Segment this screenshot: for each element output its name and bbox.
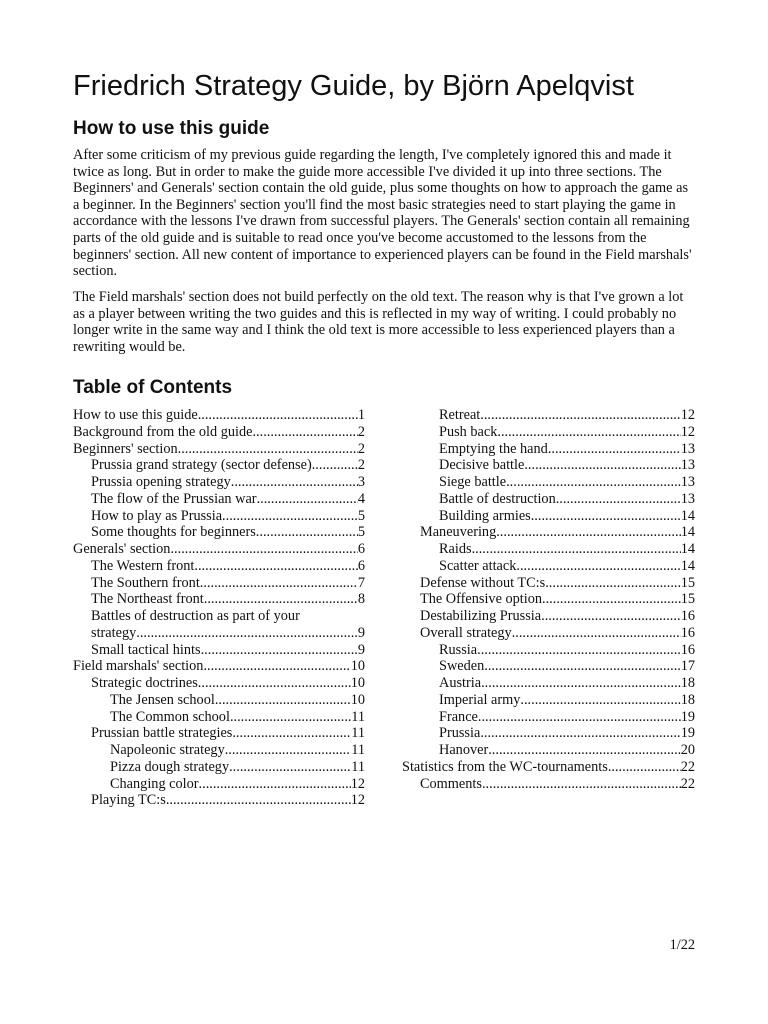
- toc-entry-page: 13: [680, 474, 695, 490]
- toc-entry-title: How to play as Prussia: [91, 507, 223, 524]
- toc-entry-page: 9: [357, 624, 365, 641]
- toc-dot-leader: [496, 524, 680, 541]
- toc-entry[interactable]: [402, 658, 695, 675]
- toc-entry[interactable]: [73, 692, 365, 709]
- toc-entry-page: 15: [680, 574, 695, 591]
- toc-entry-page: 6: [357, 557, 365, 574]
- toc-entry-page: 18: [680, 691, 695, 708]
- toc-dot-leader: [488, 742, 680, 759]
- toc-entry-title: France: [439, 708, 478, 725]
- toc-dot-leader: [524, 457, 680, 474]
- toc-entry-title: Prussian battle strategies: [91, 725, 233, 742]
- toc-entry-title: Push back: [439, 423, 498, 440]
- toc-entry-title: The Jensen school: [110, 691, 215, 708]
- toc-entry-title: Imperial army: [439, 691, 521, 708]
- toc-left-column: [73, 407, 365, 809]
- toc-entry-title: Building armies: [439, 507, 531, 524]
- toc-entry-title: Playing TC:s: [91, 792, 166, 809]
- toc-dot-leader: [608, 759, 681, 776]
- toc-entry[interactable]: [73, 491, 365, 508]
- toc-entry[interactable]: [402, 742, 695, 759]
- toc-dot-leader: [481, 675, 681, 692]
- toc-entry-title: Decisive battle: [439, 457, 525, 474]
- toc-dot-leader: [480, 407, 680, 424]
- toc-entry-page: 11: [351, 725, 365, 742]
- toc-entry-title: Battles of destruction as part of your: [91, 608, 300, 624]
- toc-entry-page: 3: [357, 474, 365, 490]
- toc-entry-page: 14: [680, 541, 695, 557]
- toc-entry-page: 13: [680, 490, 695, 507]
- toc-entry-page: 2: [357, 457, 365, 474]
- toc-entry-page: 5: [357, 524, 365, 541]
- toc-entry-title: Sweden: [439, 658, 485, 675]
- toc-entry-title: Siege battle: [439, 474, 507, 490]
- toc-dot-leader: [541, 608, 681, 625]
- toc-dot-leader: [199, 776, 351, 793]
- toc-dot-leader: [200, 575, 358, 592]
- toc-entry[interactable]: [402, 675, 695, 692]
- toc-entry[interactable]: [73, 424, 365, 441]
- toc-entry-title: Battle of destruction: [439, 490, 556, 507]
- toc-right-column: [402, 407, 695, 792]
- toc-dot-leader: [194, 558, 357, 575]
- toc-dot-leader: [556, 491, 681, 508]
- toc-dot-leader: [232, 725, 351, 742]
- toc-entry[interactable]: [402, 441, 695, 458]
- toc-entry[interactable]: [402, 625, 695, 642]
- toc-dot-leader: [222, 508, 358, 525]
- toc-dot-leader: [198, 407, 358, 424]
- toc-entry[interactable]: [73, 776, 365, 793]
- toc-entry[interactable]: [402, 508, 695, 525]
- toc-dot-leader: [506, 474, 681, 491]
- toc-entry-title: Background from the old guide: [73, 423, 253, 440]
- toc-entry-page: 19: [680, 725, 695, 742]
- intro-paragraph-1: After some criticism of my previous guide regarding the length, I've completely ignored this and made it twice as long. But in order to make the guide more accessible I've divided it up into three sections. The Beginners' and Generals' section contain the old guide, plus some thoughts on how to approach the game as a beginner. In the Beginners' section you'll find the most basic strategies need to start playing the game in accordance with the lessons I've drawn from successful players. The Generals' section contain all remaining parts of the old guide and is suitable to read once you've become accustomed to the lessons from the beginners' section. All new content of importance to experienced players can be found in the Field marshals' section.: [73, 147, 692, 280]
- toc-entry[interactable]: [73, 575, 365, 592]
- toc-entry-page: 10: [350, 658, 365, 675]
- toc-entry-page: 4: [357, 490, 365, 507]
- toc-dot-leader: [225, 742, 351, 759]
- toc-entry-page: 14: [680, 507, 695, 524]
- toc-entry-title: The Southern front: [91, 574, 200, 591]
- toc-entry-title: The flow of the Prussian war: [91, 490, 257, 507]
- toc-entry[interactable]: [73, 441, 365, 458]
- toc-entry-page: 10: [350, 691, 365, 708]
- toc-entry-title: Changing color: [110, 775, 199, 792]
- toc-entry[interactable]: [73, 457, 365, 474]
- toc-dot-leader: [170, 541, 357, 558]
- toc-entry-title: The Northeast front: [91, 591, 204, 608]
- toc-dot-leader: [548, 441, 681, 458]
- toc-entry[interactable]: [73, 792, 365, 809]
- toc-dot-leader: [201, 642, 358, 659]
- toc-entry[interactable]: [73, 608, 365, 642]
- toc-entry-page: 16: [680, 641, 695, 658]
- toc-entry-title: The Western front: [91, 557, 195, 574]
- toc-dot-leader: [178, 441, 358, 458]
- toc-entry-page: 13: [680, 440, 695, 457]
- toc-entry[interactable]: [73, 558, 365, 575]
- toc-dot-leader: [215, 692, 351, 709]
- toc-entry-title: Prussia grand strategy (sector defense): [91, 457, 312, 474]
- toc-dot-leader: [257, 491, 358, 508]
- toc-entry[interactable]: [73, 642, 365, 659]
- toc-entry-title: Emptying the hand: [439, 440, 548, 457]
- toc-entry[interactable]: [73, 524, 365, 541]
- toc-entry[interactable]: [402, 474, 695, 491]
- toc-entry[interactable]: [402, 424, 695, 441]
- toc-dot-leader: [256, 524, 358, 541]
- toc-entry-page: 18: [680, 675, 695, 691]
- toc-entry-title: Austria: [439, 675, 482, 691]
- toc-dot-leader: [512, 625, 681, 642]
- toc-entry[interactable]: [73, 742, 365, 759]
- toc-entry-title: The Common school: [110, 708, 230, 725]
- toc-entry-page: 11: [351, 708, 365, 725]
- toc-dot-leader: [520, 692, 680, 709]
- toc-entry-title: Prussia: [439, 725, 481, 742]
- toc-entry-title: The Offensive option: [420, 591, 543, 608]
- toc-entry[interactable]: [73, 474, 365, 491]
- toc-entry-page: 1: [357, 407, 365, 423]
- toc-entry[interactable]: [402, 591, 695, 608]
- toc-entry-page: 9: [357, 641, 365, 658]
- toc-entry-page: 15: [680, 591, 695, 608]
- toc-dot-leader: [477, 642, 681, 659]
- toc-dot-leader: [545, 575, 680, 592]
- toc-entry-title: Field marshals' section: [73, 658, 204, 675]
- toc-entry-page: 14: [680, 524, 695, 541]
- toc-entry-title: Retreat: [439, 407, 481, 423]
- toc-entry-title: Some thoughts for beginners: [91, 524, 256, 541]
- toc-entry-page: 17: [680, 658, 695, 675]
- toc-entry-page: 12: [680, 407, 695, 423]
- toc-dot-leader: [203, 658, 350, 675]
- toc-entry-page: 11: [351, 758, 365, 775]
- toc-entry-page: 2: [357, 423, 365, 440]
- toc-entry-page: 12: [350, 792, 365, 809]
- toc-entry-title: Generals' section: [73, 541, 171, 557]
- toc-heading: Table of Contents: [73, 377, 233, 398]
- toc-dot-leader: [497, 424, 680, 441]
- toc-entry-title: Hanover: [439, 742, 489, 758]
- toc-dot-leader: [230, 709, 351, 726]
- toc-entry-title: Strategic doctrines: [91, 675, 198, 691]
- toc-dot-leader: [204, 591, 358, 608]
- toc-entry-title: Maneuvering: [420, 524, 497, 541]
- toc-dot-leader: [478, 709, 681, 726]
- toc-entry[interactable]: [73, 709, 365, 726]
- toc-entry[interactable]: [402, 575, 695, 592]
- toc-entry-title: Statistics from the WC-tournaments: [402, 758, 608, 775]
- toc-entry-page: 10: [350, 675, 365, 691]
- toc-entry-title: Prussia opening strategy: [91, 474, 231, 490]
- toc-entry-page: 8: [357, 591, 365, 608]
- toc-entry-page: 16: [680, 624, 695, 641]
- toc-entry[interactable]: [402, 709, 695, 726]
- toc-entry-page: 11: [351, 742, 365, 758]
- toc-dot-leader: [312, 457, 358, 474]
- intro-paragraph-2: The Field marshals' section does not build perfectly on the old text. The reason why is that I've grown a lot as a player between writing the two guides and this is reflected in my way of writing. I could probably no longer write in the same way and I think the old text is more accessible to less experienced players than a rewriting would be.: [73, 289, 684, 355]
- toc-entry[interactable]: [402, 558, 695, 575]
- toc-dot-leader: [482, 776, 681, 793]
- toc-entry-page: 22: [680, 758, 695, 775]
- toc-entry-page: 20: [680, 742, 695, 758]
- toc-dot-leader: [542, 591, 681, 608]
- toc-entry-title: Defense without TC:s: [420, 574, 546, 591]
- toc-entry-page: 5: [357, 507, 365, 524]
- toc-entry[interactable]: [402, 759, 695, 776]
- toc-dot-leader: [484, 658, 680, 675]
- toc-entry[interactable]: [73, 658, 365, 675]
- toc-dot-leader: [531, 508, 681, 525]
- document-title: Friedrich Strategy Guide, by Björn Apelqvist: [73, 70, 634, 102]
- toc-entry-page: 16: [680, 608, 695, 624]
- toc-entry-title: Scatter attack: [439, 557, 517, 574]
- toc-entry-title: Comments: [420, 775, 482, 792]
- toc-entry-title: Destabilizing Prussia: [420, 608, 542, 624]
- toc-entry-title: Overall strategy: [420, 624, 512, 641]
- toc-entry-page: 13: [680, 457, 695, 474]
- toc-entry[interactable]: [402, 541, 695, 558]
- toc-entry-page: 7: [357, 574, 365, 591]
- toc-entry-title-continuation: strategy: [91, 624, 137, 641]
- toc-entry[interactable]: [73, 541, 365, 558]
- toc-entry-title: Small tactical hints: [91, 641, 201, 658]
- toc-entry[interactable]: [73, 759, 365, 776]
- toc-entry[interactable]: [402, 524, 695, 541]
- toc-entry-page: 2: [357, 440, 365, 457]
- toc-dot-leader: [166, 792, 351, 809]
- toc-dot-leader: [480, 725, 680, 742]
- toc-entry-title: Beginners' section: [73, 440, 178, 457]
- toc-dot-leader: [252, 424, 357, 441]
- toc-entry-page: 19: [680, 708, 695, 725]
- toc-entry[interactable]: [402, 457, 695, 474]
- toc-entry[interactable]: [402, 642, 695, 659]
- section-heading-how-to-use: How to use this guide: [73, 118, 270, 139]
- toc-entry[interactable]: [402, 491, 695, 508]
- toc-dot-leader: [472, 541, 681, 558]
- toc-entry-title: Pizza dough strategy: [110, 758, 230, 775]
- toc-entry[interactable]: [402, 725, 695, 742]
- toc-entry[interactable]: [73, 675, 365, 692]
- toc-entry-title: Russia: [439, 641, 478, 658]
- toc-entry-page: 14: [680, 557, 695, 574]
- toc-entry-title: How to use this guide: [73, 407, 198, 423]
- toc-dot-leader: [231, 474, 358, 491]
- page-number: 1/22: [669, 937, 695, 953]
- toc-entry[interactable]: [73, 508, 365, 525]
- toc-entry[interactable]: [402, 776, 695, 793]
- toc-entry[interactable]: [402, 407, 695, 424]
- toc-dot-leader: [516, 558, 680, 575]
- toc-entry-page: 22: [680, 775, 695, 792]
- toc-entry-page: 12: [350, 775, 365, 792]
- toc-dot-leader: [198, 675, 351, 692]
- toc-dot-leader: [136, 625, 358, 642]
- toc-dot-leader: [229, 759, 351, 776]
- toc-entry[interactable]: [73, 407, 365, 424]
- toc-entry-page: 12: [680, 423, 695, 440]
- toc-entry-page: 6: [357, 541, 365, 557]
- toc-entry[interactable]: [73, 591, 365, 608]
- toc-entry[interactable]: [402, 692, 695, 709]
- toc-entry[interactable]: [73, 725, 365, 742]
- toc-entry-title: Napoleonic strategy: [110, 742, 225, 758]
- toc-entry-title: Raids: [439, 541, 472, 557]
- toc-entry[interactable]: [402, 608, 695, 625]
